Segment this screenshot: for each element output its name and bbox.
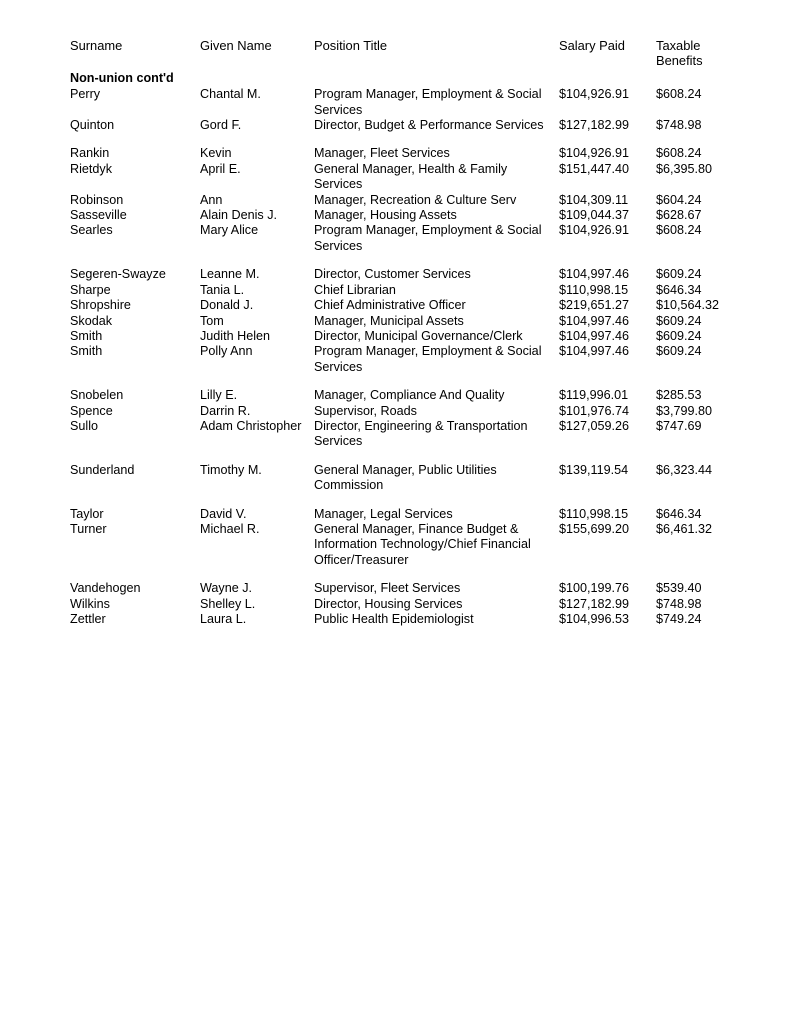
cell-surname: Snobelen xyxy=(70,388,124,403)
position-title-line: Manager, Legal Services xyxy=(314,506,453,521)
cell-salary-paid: $104,926.91 xyxy=(559,87,630,102)
cell-given-name: Tania L. xyxy=(200,282,245,297)
position-title-line: Director, Municipal Governance/Clerk xyxy=(314,328,523,343)
cell-position-title xyxy=(314,133,559,161)
section-label: Non-union cont'd xyxy=(70,70,174,85)
column-header-taxable-benefits-line1: Taxable xyxy=(656,38,701,53)
cell-position-title xyxy=(314,283,559,298)
cell-surname: Rietdyk xyxy=(70,161,112,176)
cell-given-name: Adam Christopher xyxy=(200,418,302,433)
cell-given-name: Timothy M. xyxy=(200,462,262,477)
position-title-line: Manager, Compliance And Quality xyxy=(314,388,505,403)
column-header-taxable-benefits xyxy=(656,38,734,69)
cell-given-name: Donald J. xyxy=(200,298,254,313)
table-row xyxy=(70,375,734,403)
cell-position-title xyxy=(314,375,559,403)
cell-surname: Taylor xyxy=(70,506,104,521)
cell-taxable-benefits: $285.53 xyxy=(656,388,702,403)
position-title-line: Program Manager, Employment & Social xyxy=(314,87,542,102)
cell-taxable-benefits: $609.24 xyxy=(656,344,702,359)
cell-surname: Skodak xyxy=(70,313,113,328)
cell-position-title xyxy=(314,329,559,344)
cell-surname: Sullo xyxy=(70,418,99,433)
table-row xyxy=(70,597,734,612)
cell-surname: Sasseville xyxy=(70,208,127,223)
cell-given-name: Michael R. xyxy=(200,521,260,536)
cell-given-name: Judith Helen xyxy=(200,328,271,343)
cell-surname: Searles xyxy=(70,223,113,238)
table-row xyxy=(70,314,734,329)
cell-position-title xyxy=(314,298,559,313)
position-title-line: Director, Customer Services xyxy=(314,267,471,282)
cell-position-title xyxy=(314,494,559,522)
cell-given-name: Gord F. xyxy=(200,118,242,133)
position-title-line: Director, Engineering & Transportation xyxy=(314,418,528,433)
cell-salary-paid: $127,182.99 xyxy=(559,118,630,133)
cell-taxable-benefits: $6,323.44 xyxy=(656,462,713,477)
cell-salary-paid: $119,996.01 xyxy=(559,388,629,403)
cell-surname: Segeren-Swayze xyxy=(70,267,166,282)
position-title-line: Chief Administrative Officer xyxy=(314,298,466,313)
cell-given-name: Ann xyxy=(200,192,223,207)
position-title-line: Services xyxy=(314,177,363,192)
column-header-position-title: Position Title xyxy=(314,38,388,53)
table-row xyxy=(70,612,734,627)
cell-taxable-benefits: $747.69 xyxy=(656,418,702,433)
cell-taxable-benefits: $748.98 xyxy=(656,596,702,611)
cell-taxable-benefits: $646.34 xyxy=(656,506,702,521)
cell-taxable-benefits: $748.98 xyxy=(656,118,702,133)
cell-surname: Turner xyxy=(70,521,107,536)
cell-surname: Robinson xyxy=(70,192,124,207)
cell-surname: Smith xyxy=(70,344,103,359)
position-title-line: General Manager, Health & Family xyxy=(314,161,508,176)
cell-position-title xyxy=(314,162,559,193)
cell-given-name: Lilly E. xyxy=(200,388,238,403)
cell-surname: Perry xyxy=(70,87,101,102)
cell-salary-paid: $219,651.27 xyxy=(559,298,630,313)
position-title-line: Program Manager, Employment & Social xyxy=(314,223,542,238)
cell-position-title xyxy=(314,344,559,375)
table-row xyxy=(70,118,734,133)
column-header-taxable-benefits-line2: Benefits xyxy=(656,53,703,69)
table-row xyxy=(70,283,734,298)
cell-salary-paid: $104,926.91 xyxy=(559,146,630,161)
cell-surname: Spence xyxy=(70,403,113,418)
position-title-line: General Manager, Public Utilities xyxy=(314,462,497,477)
table-header xyxy=(70,38,734,69)
table-row xyxy=(70,254,734,282)
cell-salary-paid: $110,998.15 xyxy=(559,506,629,521)
cell-salary-paid: $127,182.99 xyxy=(559,596,630,611)
position-title-line: Manager, Recreation & Culture Serv xyxy=(314,192,517,207)
cell-position-title xyxy=(314,568,559,596)
cell-taxable-benefits: $609.24 xyxy=(656,328,702,343)
table-row xyxy=(70,568,734,596)
cell-salary-paid: $104,997.46 xyxy=(559,344,630,359)
position-title-line: Services xyxy=(314,238,363,253)
position-title-line: Director, Budget & Performance Services xyxy=(314,118,544,133)
cell-taxable-benefits: $604.24 xyxy=(656,192,702,207)
cell-taxable-benefits: $10,564.32 xyxy=(656,298,720,313)
position-title-line: Manager, Municipal Assets xyxy=(314,313,464,328)
cell-position-title xyxy=(314,254,559,282)
cell-position-title xyxy=(314,450,559,494)
column-header-surname: Surname xyxy=(70,38,123,53)
position-title-line: Supervisor, Roads xyxy=(314,403,417,418)
table-row xyxy=(70,522,734,568)
cell-salary-paid: $127,059.26 xyxy=(559,418,630,433)
position-title-line: Information Technology/Chief Financial xyxy=(314,537,531,552)
cell-taxable-benefits: $628.67 xyxy=(656,208,702,223)
cell-given-name: Chantal M. xyxy=(200,87,261,102)
cell-taxable-benefits: $6,395.80 xyxy=(656,161,713,176)
cell-surname: Zettler xyxy=(70,612,106,626)
cell-salary-paid: $104,997.46 xyxy=(559,328,630,343)
cell-surname: Rankin xyxy=(70,146,110,161)
cell-position-title xyxy=(314,193,559,208)
cell-given-name: Wayne J. xyxy=(200,581,253,596)
cell-taxable-benefits: $646.34 xyxy=(656,282,702,297)
cell-taxable-benefits: $608.24 xyxy=(656,223,702,238)
table-row xyxy=(70,133,734,161)
cell-given-name: Alain Denis J. xyxy=(200,208,277,223)
cell-position-title xyxy=(314,87,559,118)
cell-salary-paid: $104,309.11 xyxy=(559,192,629,207)
table-row xyxy=(70,162,734,193)
cell-position-title xyxy=(314,404,559,419)
table-row xyxy=(70,344,734,375)
cell-salary-paid: $104,926.91 xyxy=(559,223,630,238)
cell-salary-paid: $104,997.46 xyxy=(559,313,630,328)
cell-position-title xyxy=(314,223,559,254)
table-header-row xyxy=(70,38,734,69)
cell-salary-paid: $101,976.74 xyxy=(559,403,630,418)
cell-taxable-benefits: $749.24 xyxy=(656,612,702,626)
cell-position-title xyxy=(314,208,559,223)
position-title-line: Officer/Treasurer xyxy=(314,552,409,567)
cell-position-title xyxy=(314,522,559,568)
table-row xyxy=(70,223,734,254)
cell-given-name: Laura L. xyxy=(200,612,247,626)
cell-given-name: Tom xyxy=(200,313,224,328)
position-title-line: Services xyxy=(314,434,363,449)
cell-taxable-benefits: $608.24 xyxy=(656,87,702,102)
table-row xyxy=(70,494,734,522)
position-title-line: Supervisor, Fleet Services xyxy=(314,581,461,596)
cell-taxable-benefits: $539.40 xyxy=(656,581,702,596)
cell-salary-paid: $139,119.54 xyxy=(559,462,629,477)
position-title-line: Public Health Epidemiologist xyxy=(314,612,474,626)
position-title-line: General Manager, Finance Budget & xyxy=(314,521,519,536)
cell-surname: Wilkins xyxy=(70,596,110,611)
table-row xyxy=(70,329,734,344)
cell-surname: Sharpe xyxy=(70,282,111,297)
table-row xyxy=(70,404,734,419)
cell-salary-paid: $151,447.40 xyxy=(559,161,630,176)
cell-given-name: April E. xyxy=(200,161,241,176)
cell-surname: Quinton xyxy=(70,118,115,133)
section-label-row xyxy=(70,69,734,87)
position-title-line: Commission xyxy=(314,478,384,493)
cell-surname: Shropshire xyxy=(70,298,131,313)
position-title-line: Manager, Housing Assets xyxy=(314,208,457,223)
cell-salary-paid: $110,998.15 xyxy=(559,282,629,297)
position-title-line: Services xyxy=(314,359,363,374)
table-row xyxy=(70,450,734,494)
column-header-salary-paid: Salary Paid xyxy=(559,38,625,53)
table-row xyxy=(70,298,734,313)
cell-position-title xyxy=(314,597,559,612)
cell-salary-paid: $104,996.53 xyxy=(559,612,630,626)
cell-taxable-benefits: $608.24 xyxy=(656,146,702,161)
position-title-line: Manager, Fleet Services xyxy=(314,146,450,161)
cell-surname: Smith xyxy=(70,328,103,343)
cell-salary-paid: $109,044.37 xyxy=(559,208,630,223)
cell-salary-paid: $155,699.20 xyxy=(559,521,630,536)
cell-given-name: Leanne M. xyxy=(200,267,260,282)
position-title-line: Chief Librarian xyxy=(314,282,396,297)
salary-disclosure-table xyxy=(70,38,734,627)
cell-given-name: Polly Ann xyxy=(200,344,253,359)
table-row xyxy=(70,193,734,208)
cell-position-title xyxy=(314,419,559,450)
position-title-line: Services xyxy=(314,102,363,117)
cell-taxable-benefits: $6,461.32 xyxy=(656,521,713,536)
cell-taxable-benefits: $3,799.80 xyxy=(656,403,713,418)
table-row xyxy=(70,419,734,450)
table-body xyxy=(70,69,734,628)
cell-taxable-benefits: $609.24 xyxy=(656,313,702,328)
cell-salary-paid: $100,199.76 xyxy=(559,581,630,596)
column-header-given-name: Given Name xyxy=(200,38,272,53)
cell-given-name: David V. xyxy=(200,506,247,521)
cell-position-title xyxy=(314,118,559,133)
cell-surname: Sunderland xyxy=(70,462,135,477)
cell-position-title xyxy=(314,612,559,627)
cell-given-name: Shelley L. xyxy=(200,596,256,611)
cell-given-name: Darrin R. xyxy=(200,403,251,418)
cell-taxable-benefits: $609.24 xyxy=(656,267,702,282)
cell-given-name: Mary Alice xyxy=(200,223,259,238)
position-title-line: Program Manager, Employment & Social xyxy=(314,344,542,359)
table-row xyxy=(70,208,734,223)
position-title-line: Director, Housing Services xyxy=(314,596,463,611)
cell-surname: Vandehogen xyxy=(70,581,141,596)
table-row xyxy=(70,87,734,118)
cell-position-title xyxy=(314,314,559,329)
cell-salary-paid: $104,997.46 xyxy=(559,267,630,282)
cell-given-name: Kevin xyxy=(200,146,232,161)
